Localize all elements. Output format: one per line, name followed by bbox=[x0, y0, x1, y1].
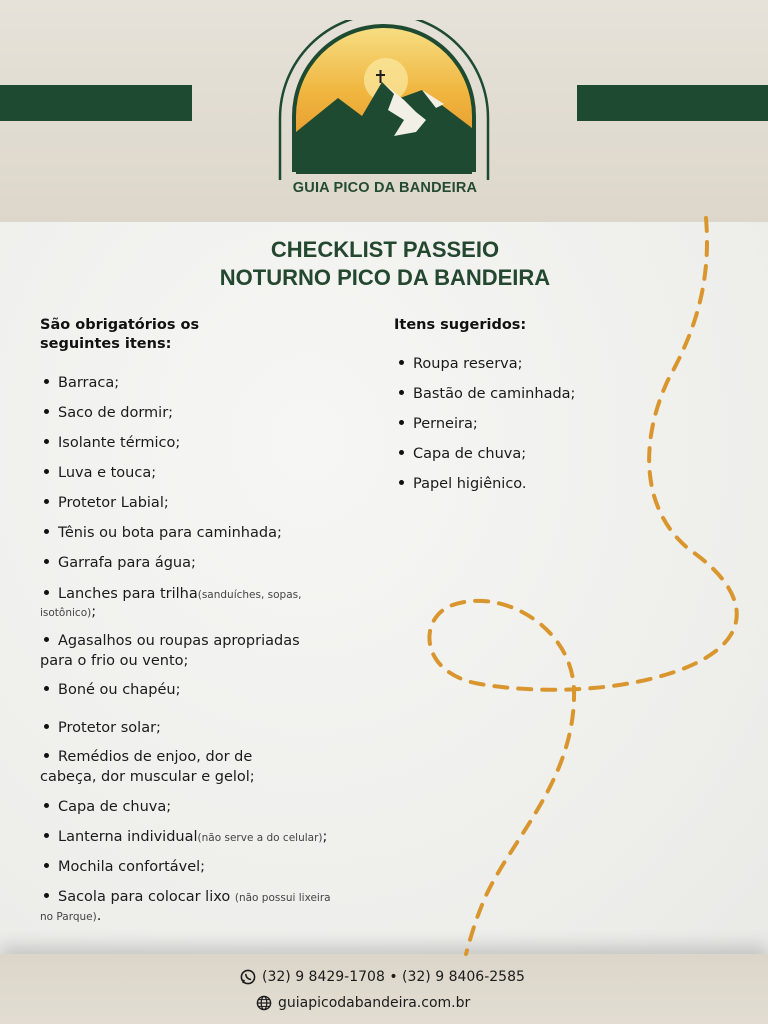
brand-name: GUIA PICO DA BANDEIRA bbox=[292, 180, 478, 196]
item-text: Papel higiênico. bbox=[413, 476, 527, 492]
list-item bbox=[399, 384, 575, 404]
bullet-icon bbox=[44, 724, 49, 729]
item-note: isotônico) bbox=[40, 607, 92, 619]
mandatory-heading-line-2: seguintes itens: bbox=[40, 336, 172, 352]
item-note: (não possui lixeira bbox=[234, 892, 331, 904]
list-item-continuation bbox=[40, 767, 255, 787]
list-item bbox=[44, 553, 196, 573]
list-item bbox=[44, 680, 180, 700]
item-text-line-2: para o frio ou vento; bbox=[40, 653, 189, 669]
bullet-icon bbox=[399, 420, 404, 425]
item-end: . bbox=[96, 908, 102, 924]
list-item bbox=[44, 463, 156, 483]
list-item bbox=[44, 718, 161, 738]
bullet-icon bbox=[44, 469, 49, 474]
item-text: Garrafa para água; bbox=[58, 555, 196, 571]
list-item bbox=[399, 444, 526, 464]
list-item bbox=[44, 433, 180, 453]
list-item bbox=[44, 631, 300, 651]
item-text: Mochila confortável; bbox=[58, 859, 206, 875]
bullet-icon bbox=[44, 686, 49, 691]
bullet-icon bbox=[44, 803, 49, 808]
list-item bbox=[44, 887, 331, 908]
item-text: Lanches para trilha bbox=[58, 586, 198, 602]
globe-icon bbox=[256, 995, 272, 1011]
list-item bbox=[44, 493, 169, 513]
bullet-icon bbox=[399, 450, 404, 455]
item-text: Protetor Labial; bbox=[58, 495, 169, 511]
item-text: Capa de chuva; bbox=[413, 446, 527, 462]
item-text: Remédios de enjoo, dor de bbox=[58, 749, 253, 765]
item-note: (sanduíches, sopas, bbox=[197, 589, 302, 601]
decorative-bar-right bbox=[577, 85, 768, 121]
bullet-icon bbox=[399, 480, 404, 485]
bullet-icon bbox=[44, 529, 49, 534]
mandatory-heading bbox=[40, 316, 290, 354]
item-text: Bastão de caminhada; bbox=[413, 386, 576, 402]
bullet-icon bbox=[44, 753, 49, 758]
list-item bbox=[399, 414, 478, 434]
item-text: Isolante térmico; bbox=[58, 435, 181, 451]
website-link[interactable]: guiapicodabandeira.com.br bbox=[278, 995, 471, 1011]
title-line-1: CHECKLIST PASSEIO bbox=[270, 237, 500, 262]
item-end: ; bbox=[322, 829, 328, 845]
list-item bbox=[44, 797, 171, 817]
item-text: Sacola para colocar lixo bbox=[58, 889, 235, 905]
bullet-icon bbox=[44, 379, 49, 384]
list-item bbox=[44, 403, 173, 423]
suggested-heading: Itens sugeridos: bbox=[394, 317, 527, 333]
mandatory-heading-line-1: São obrigatórios os bbox=[40, 317, 200, 333]
list-item-continuation bbox=[40, 906, 101, 927]
phone-2[interactable]: (32) 9 8406-2585 bbox=[402, 969, 525, 985]
bullet-icon bbox=[44, 637, 49, 642]
item-end: ; bbox=[91, 604, 97, 620]
list-item bbox=[44, 827, 327, 848]
item-text: Capa de chuva; bbox=[58, 799, 172, 815]
bullet-icon bbox=[399, 360, 404, 365]
mountain-logo bbox=[276, 20, 492, 180]
phone-line bbox=[240, 969, 525, 985]
list-item-continuation bbox=[40, 651, 188, 671]
item-text: Luva e touca; bbox=[58, 465, 157, 481]
bullet-icon bbox=[44, 439, 49, 444]
item-text: Boné ou chapéu; bbox=[58, 682, 181, 698]
item-text-line-2: cabeça, dor muscular e gelol; bbox=[40, 769, 255, 785]
list-item bbox=[44, 523, 282, 543]
list-item bbox=[399, 474, 527, 494]
list-item bbox=[399, 354, 523, 374]
whatsapp-icon bbox=[240, 969, 256, 985]
bullet-icon bbox=[44, 863, 49, 868]
bullet-icon bbox=[399, 390, 404, 395]
title-line-2: NOTURNO PICO DA BANDEIRA bbox=[219, 265, 551, 290]
item-text: Roupa reserva; bbox=[413, 356, 523, 372]
bullet-icon bbox=[44, 590, 49, 595]
bullet-icon bbox=[44, 893, 49, 898]
decorative-bar-left bbox=[0, 85, 192, 121]
item-text: Barraca; bbox=[58, 375, 120, 391]
item-note: no Parque) bbox=[40, 911, 97, 923]
item-text: Agasalhos ou roupas apropriadas bbox=[58, 633, 300, 649]
item-text: Protetor solar; bbox=[58, 720, 161, 736]
list-item bbox=[44, 747, 252, 767]
phone-1[interactable]: (32) 9 8429-1708 bbox=[262, 969, 385, 985]
list-item bbox=[44, 373, 119, 393]
item-text: Tênis ou bota para caminhada; bbox=[58, 525, 282, 541]
footer-band bbox=[0, 954, 768, 1024]
item-text: Perneira; bbox=[413, 416, 478, 432]
item-note: (não serve a do celular) bbox=[197, 832, 323, 844]
phone-separator: • bbox=[389, 969, 398, 985]
bullet-icon bbox=[44, 409, 49, 414]
list-item bbox=[44, 857, 205, 877]
item-text: Lanterna individual bbox=[58, 829, 198, 845]
list-item-continuation bbox=[40, 602, 96, 623]
bullet-icon bbox=[44, 833, 49, 838]
item-text: Saco de dormir; bbox=[58, 405, 174, 421]
bullet-icon bbox=[44, 559, 49, 564]
website-line bbox=[256, 995, 470, 1011]
bullet-icon bbox=[44, 499, 49, 504]
page-title bbox=[170, 236, 600, 292]
